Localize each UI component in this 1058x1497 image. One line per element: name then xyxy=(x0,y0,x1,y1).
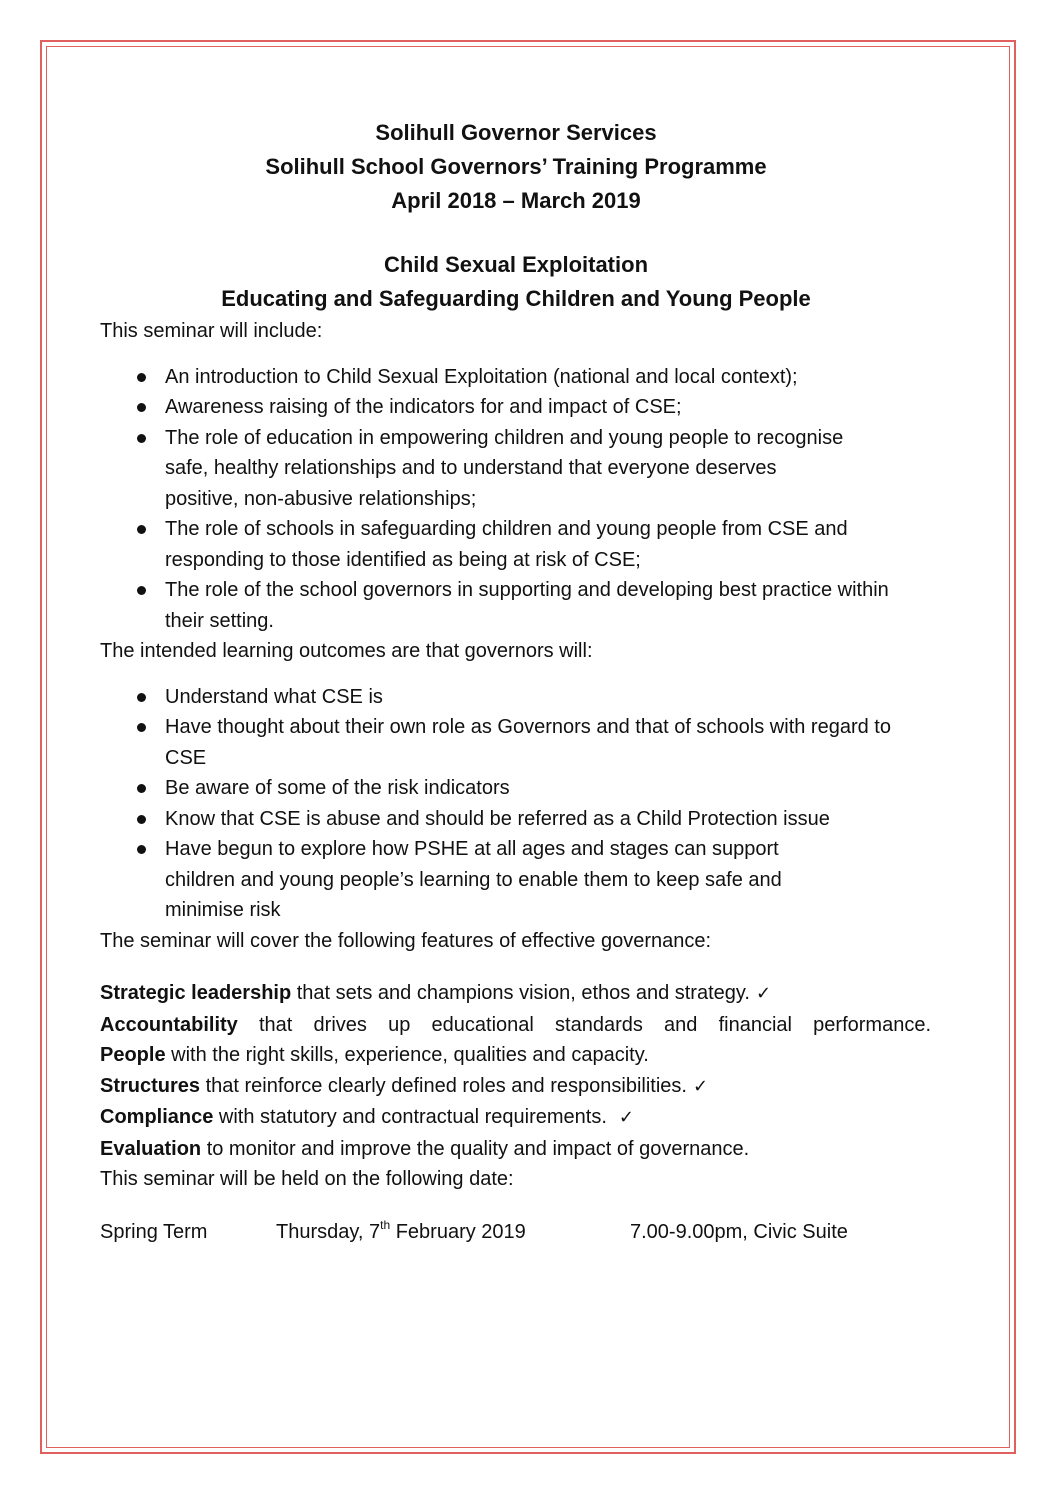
bullet-icon xyxy=(137,723,146,732)
course-title: Child Sexual Exploitation xyxy=(383,252,649,277)
document-body xyxy=(100,116,940,1249)
list-item: The role of education in empowering children and young people to recognise safe, healthy relationships and to understand that everyone deserves positive, non-abusive relationships; xyxy=(100,423,940,515)
bullet-icon xyxy=(137,586,146,595)
list-item: Be aware of some of the risk indicators xyxy=(100,773,940,804)
list-item: Have begun to explore how PSHE at all ages and stages can support children and young people’s learning to enable them to keep safe and minimise risk xyxy=(100,834,940,926)
bullet-icon xyxy=(137,373,146,382)
features-list xyxy=(100,978,940,1164)
features-intro: The seminar will cover the following features of effective governance: xyxy=(100,929,712,952)
feature-row: Strategic leadership that sets and champions vision, ethos and strategy. ✓ xyxy=(100,982,772,1004)
header-block xyxy=(100,116,932,218)
list-item: An introduction to Child Sexual Exploitation (national and local context); xyxy=(100,362,940,393)
feature-row: Accountability that drives up educational standards and financial performance. xyxy=(100,1013,931,1036)
header-period: April 2018 – March 2019 xyxy=(391,188,641,213)
schedule-term: Spring Term xyxy=(100,1220,208,1243)
include-list xyxy=(100,362,940,637)
list-item: Have thought about their own role as Governors and that of schools with regard to CSE xyxy=(100,712,940,773)
include-intro: This seminar will include: xyxy=(100,320,323,342)
course-subtitle: Educating and Safeguarding Children and Young People xyxy=(221,286,811,311)
check-icon: ✓ xyxy=(618,1107,634,1128)
schedule-time-venue: 7.00-9.00pm, Civic Suite xyxy=(630,1220,848,1243)
bullet-icon xyxy=(137,845,146,854)
outcomes-list xyxy=(100,682,940,926)
feature-row: Evaluation to monitor and improve the quality and impact of governance. xyxy=(100,1137,750,1160)
check-icon: ✓ xyxy=(692,1075,709,1097)
schedule-row xyxy=(100,1217,940,1249)
bullet-icon xyxy=(137,693,146,702)
list-item: Awareness raising of the indicators for and impact of CSE; xyxy=(100,392,940,423)
list-item: Understand what CSE is xyxy=(100,682,940,713)
list-item: The role of schools in safeguarding children and young people from CSE and responding to those identified as being at risk of CSE; xyxy=(100,514,940,575)
list-item: The role of the school governors in supporting and developing best practice within their setting. xyxy=(100,575,940,636)
outcomes-intro: The intended learning outcomes are that governors will: xyxy=(100,640,593,662)
list-item: Know that CSE is abuse and should be referred as a Child Protection issue xyxy=(100,804,940,835)
bullet-icon xyxy=(137,434,146,443)
check-icon: ✓ xyxy=(755,983,772,1004)
bullet-icon xyxy=(137,525,146,534)
feature-row: Structures that reinforce clearly defined roles and responsibilities. ✓ xyxy=(100,1074,709,1097)
bullet-icon xyxy=(137,815,146,824)
header-programme: Solihull School Governors’ Training Programme xyxy=(265,154,767,179)
bullet-icon xyxy=(137,784,146,793)
schedule-date: Thursday, 7th February 2019 xyxy=(276,1217,526,1243)
course-title-block xyxy=(100,248,932,316)
feature-row: People with the right skills, experience, qualities and capacity. xyxy=(100,1044,649,1066)
feature-row: Compliance with statutory and contractual requirements. ✓ xyxy=(100,1106,634,1128)
header-organisation: Solihull Governor Services xyxy=(375,120,657,145)
bullet-icon xyxy=(137,403,146,412)
schedule-intro: This seminar will be held on the following date: xyxy=(100,1168,514,1190)
